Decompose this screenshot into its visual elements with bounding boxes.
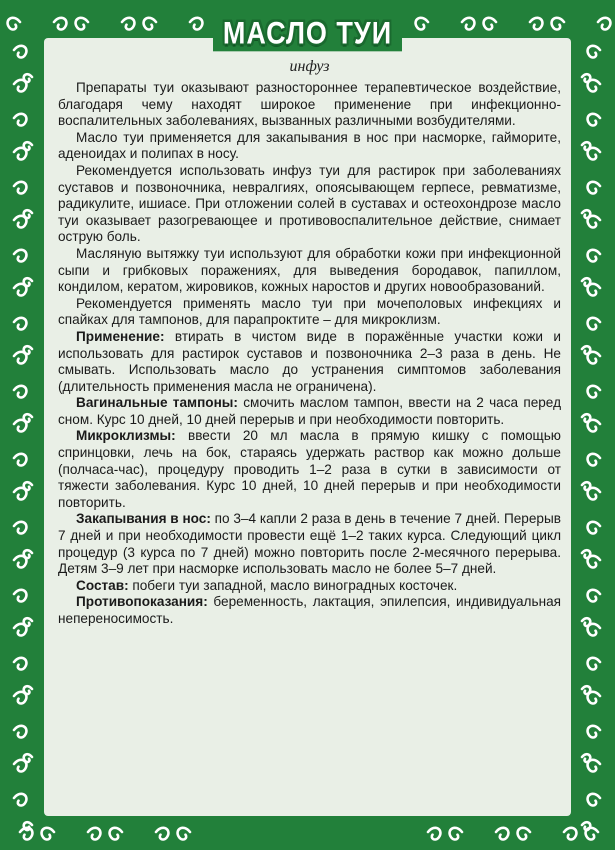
- paragraph-text: втирать в чистом виде в поражённые участки кожи и использовать для растирок суставов и позвоночника 2–3 раза в день. Не смывать. Использовать масло до устранения симптомов заболевания (длительность применения масла не ограничена).: [58, 328, 561, 394]
- paragraph-lead: Противопоказания:: [76, 594, 208, 610]
- ornament-curl: [582, 278, 590, 286]
- ornament-curl: [588, 182, 600, 194]
- paragraph: [58, 428, 561, 511]
- ornament-curl: [588, 760, 600, 772]
- ornament-curl: [582, 550, 590, 558]
- ornament-curl: [588, 216, 600, 228]
- paragraph-lead: Вагинальные тампоны:: [76, 395, 238, 411]
- ornament-curl: [564, 828, 576, 840]
- ornament-curl: [178, 828, 190, 840]
- ornament-curl: [14, 522, 26, 534]
- paragraph: [58, 594, 561, 627]
- ornament-curl: [598, 18, 610, 30]
- ornament-curl: [14, 148, 26, 160]
- ornament-curl: [14, 454, 26, 466]
- ornament-curl: [24, 686, 32, 694]
- paragraph: [58, 163, 561, 246]
- ornament-curl: [24, 618, 32, 626]
- ornament-curl: [14, 658, 26, 670]
- ornament-curl: [582, 618, 590, 626]
- ornament-curl: [588, 318, 600, 330]
- ornament-curl: [588, 114, 600, 126]
- ornament-curl: [588, 454, 600, 466]
- paragraph-text: Рекомендуется использовать инфуз туи для растирок при заболеваниях суставов и позвоночника, невралгиях, опоясывающем герпесе, ревматизме, радикулите, ишиасе. При отложении солей в суставах и остеохондрозе масло туи оказывает разогревающее и противовоспалительное действие, снимает острую боль.: [58, 162, 561, 245]
- ornament-curl: [14, 114, 26, 126]
- paragraph: [58, 329, 561, 395]
- paragraph-text: ввести 20 мл масла в прямую кишку с помощью спринцовки, лечь на бок, стараясь удержать раствор как можно дольше (полчаса-час), процедуру проводить 1–2 раза в сутки в зависимости от тяжести заболевания. Курс 10 дней, 10 дней перерыв и при необходимости повторить.: [58, 428, 562, 510]
- ornament-curl: [582, 74, 590, 82]
- ornament-curl: [588, 556, 600, 568]
- paragraph: [58, 511, 561, 577]
- paragraph-text: Масляную вытяжку туи используют для обработки кожи при инфекционной сыпи и грибковых поражениях, для выведения бородавок, папиллом, кондилом, кератом, жировиков, кожных наростов и других новообразований.: [58, 245, 561, 295]
- paragraph-lead: Закапывания в нос:: [76, 511, 211, 527]
- title-wrap: [44, 15, 571, 51]
- ornament-curl: [588, 148, 600, 160]
- ornament-curl: [14, 80, 26, 92]
- ornament-curl: [588, 386, 600, 398]
- ornament-curl: [14, 794, 26, 806]
- paragraph: [58, 246, 561, 296]
- page-subtitle: инфуз: [289, 58, 330, 75]
- ornament-curl: [14, 590, 26, 602]
- ornament-curl: [588, 284, 600, 296]
- ornament-curl: [24, 414, 32, 422]
- paragraph-text: Масло туи применяется для закапывания в нос при насморке, гайморите, аденоидах и полипах в носу.: [58, 129, 561, 162]
- paragraph-lead: Применение:: [76, 328, 165, 344]
- ornament-curl: [8, 18, 20, 30]
- ornament-curl: [24, 74, 32, 82]
- ornament-curl: [582, 346, 590, 354]
- ornament-curl: [582, 482, 590, 490]
- ornament-curl: [586, 828, 598, 840]
- ornament-curl: [428, 828, 440, 840]
- content: [58, 80, 561, 628]
- ornament-curl: [156, 828, 168, 840]
- paragraph-text: Препараты туи оказывают разностороннее терапевтическое воздействие, благодаря чему находят широкое применение при инфекционно-воспалительных заболеваниях, вызванных различными возбудителями.: [58, 80, 561, 129]
- ornament-curl: [496, 828, 508, 840]
- paragraph: [58, 130, 561, 163]
- ornament-curl: [518, 828, 530, 840]
- ornament-curl: [24, 142, 32, 150]
- paragraph-text: Рекомендуется применять масло туи при мочеполовых инфекциях и спайках для тампонов, для парапроктите – для микроклизм.: [58, 295, 561, 328]
- ornament-curl: [588, 488, 600, 500]
- page-title: МАСЛО ТУИ: [213, 16, 402, 52]
- ornament-curl: [582, 142, 590, 150]
- ornament-curl: [24, 210, 32, 218]
- ornament-curl: [14, 216, 26, 228]
- ornament-curl: [582, 754, 590, 762]
- ornament-curl: [14, 488, 26, 500]
- paragraph: [58, 578, 561, 595]
- paragraph-text: смочить маслом тампон, ввести на 2 часа перед сном. Курс 10 дней, 10 дней перерыв и при необходимости повторить.: [58, 395, 562, 427]
- ornament-curl: [14, 318, 26, 330]
- ornament-curl: [14, 692, 26, 704]
- ornament-curl: [24, 346, 32, 354]
- ornament-curl: [582, 414, 590, 422]
- paragraph-lead: Микроклизмы:: [76, 428, 176, 444]
- ornament-curl: [14, 556, 26, 568]
- paragraph-text: побеги туи западной, масло виноградных косточек.: [132, 577, 458, 593]
- ornament-curl: [14, 624, 26, 636]
- paragraph-text: беременность, лактация, эпилепсия, индивидуальная непереносимость.: [58, 594, 561, 626]
- ornament-curl: [14, 284, 26, 296]
- paragraph-text: по 3–4 капли 2 раза в день в течение 7 дней. Перерыв 7 дней и при необходимости провести ещё 1–2 таких курса. Следующий цикл процедур (3 курса по 7 дней) можно повторить после 2-месячного перерыва. Детям 3–9 лет при насморке использовать масло не более 5–7 дней.: [58, 511, 561, 577]
- ornament-curl: [588, 590, 600, 602]
- ornament-curl: [24, 754, 32, 762]
- ornament-curl: [582, 822, 590, 830]
- ornament-curl: [588, 726, 600, 738]
- ornament-curl: [20, 828, 32, 840]
- ornament-curl: [110, 828, 122, 840]
- ornament-curl: [588, 692, 600, 704]
- ornament-curl: [24, 482, 32, 490]
- paragraph: [58, 80, 561, 130]
- ornament-curl: [588, 624, 600, 636]
- ornament-curl: [88, 828, 100, 840]
- ornament-curl: [588, 658, 600, 670]
- ornament-curl: [582, 686, 590, 694]
- ornament-curl: [14, 46, 26, 58]
- ornament-curl: [42, 828, 54, 840]
- ornament-curl: [588, 46, 600, 58]
- ornament-curl: [14, 420, 26, 432]
- text-panel: [44, 15, 571, 816]
- ornament-curl: [450, 828, 462, 840]
- ornament-curl: [588, 522, 600, 534]
- ornament-curl: [588, 352, 600, 364]
- ornament-curl: [588, 794, 600, 806]
- ornament-curl: [588, 420, 600, 432]
- ornament-curl: [14, 352, 26, 364]
- paragraph-lead: Состав:: [76, 577, 129, 593]
- ornament-curl: [588, 80, 600, 92]
- ornament-curl: [14, 760, 26, 772]
- ornament-curl: [24, 278, 32, 286]
- ornament-curl: [14, 182, 26, 194]
- ornament-curl: [588, 250, 600, 262]
- ornament-curl: [14, 726, 26, 738]
- paragraph: [58, 296, 561, 329]
- paragraph: [58, 395, 561, 428]
- ornament-curl: [582, 210, 590, 218]
- ornament-curl: [14, 250, 26, 262]
- ornament-curl: [24, 822, 32, 830]
- ornament-curl: [24, 550, 32, 558]
- ornament-curl: [14, 386, 26, 398]
